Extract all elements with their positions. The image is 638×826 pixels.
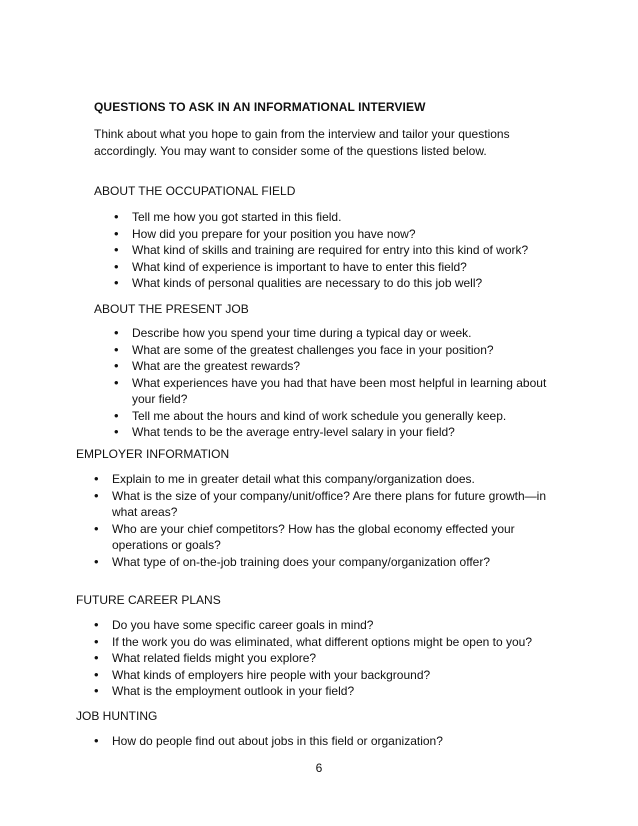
list-item: • Tell me about the hours and kind of work schedule you generally keep. (114, 408, 564, 425)
job-hunting-list (94, 733, 574, 750)
section-heading-occupational-field: ABOUT THE OCCUPATIONAL FIELD (94, 184, 296, 198)
occupational-field-list (114, 209, 584, 292)
list-item: • Describe how you spend your time during a typical day or week. (114, 325, 564, 342)
list-item: • Tell me how you got started in this field. (114, 209, 584, 226)
list-item: • Do you have some specific career goals in mind? (94, 617, 574, 634)
section-heading-job-hunting: JOB HUNTING (76, 709, 158, 723)
list-item: • Who are your chief competitors? How has the global economy effected your operations or goals? (94, 521, 569, 554)
section-heading-present-job: ABOUT THE PRESENT JOB (94, 302, 249, 316)
list-item: • How did you prepare for your position you have now? (114, 226, 584, 243)
list-item: • What is the size of your company/unit/office? Are there plans for future growth—in what areas? (94, 488, 569, 521)
employer-information-list (94, 471, 569, 570)
list-item: • What kinds of employers hire people with your background? (94, 667, 574, 684)
list-item: • If the work you do was eliminated, what different options might be open to you? (94, 634, 574, 651)
list-item: • What kinds of personal qualities are necessary to do this job well? (114, 275, 584, 292)
list-item: • What is the employment outlook in your field? (94, 683, 574, 700)
intro-paragraph: Think about what you hope to gain from the interview and tailor your questions accordingly. You may want to consider some of the questions listed below. (94, 127, 510, 158)
section-heading-future-career-plans: FUTURE CAREER PLANS (76, 593, 221, 607)
page-title: QUESTIONS TO ASK IN AN INFORMATIONAL INTERVIEW (94, 100, 426, 114)
list-item: • What are some of the greatest challenges you face in your position? (114, 342, 564, 359)
section-heading-employer-information: EMPLOYER INFORMATION (76, 447, 230, 461)
list-item: • What kind of skills and training are required for entry into this kind of work? (114, 242, 584, 259)
list-item: • What experiences have you had that have been most helpful in learning about your field? (114, 375, 564, 408)
list-item: • What related fields might you explore? (94, 650, 574, 667)
list-item: • How do people find out about jobs in this field or organization? (94, 733, 574, 750)
present-job-list (114, 325, 564, 441)
list-item: • What type of on-the-job training does your company/organization offer? (94, 554, 569, 571)
list-item: • What tends to be the average entry-level salary in your field? (114, 424, 564, 441)
list-item: • Explain to me in greater detail what this company/organization does. (94, 471, 569, 488)
future-career-plans-list (94, 617, 574, 700)
list-item: • What are the greatest rewards? (114, 358, 564, 375)
page-number: 6 (315, 761, 323, 775)
list-item: • What kind of experience is important to have to enter this field? (114, 259, 584, 276)
